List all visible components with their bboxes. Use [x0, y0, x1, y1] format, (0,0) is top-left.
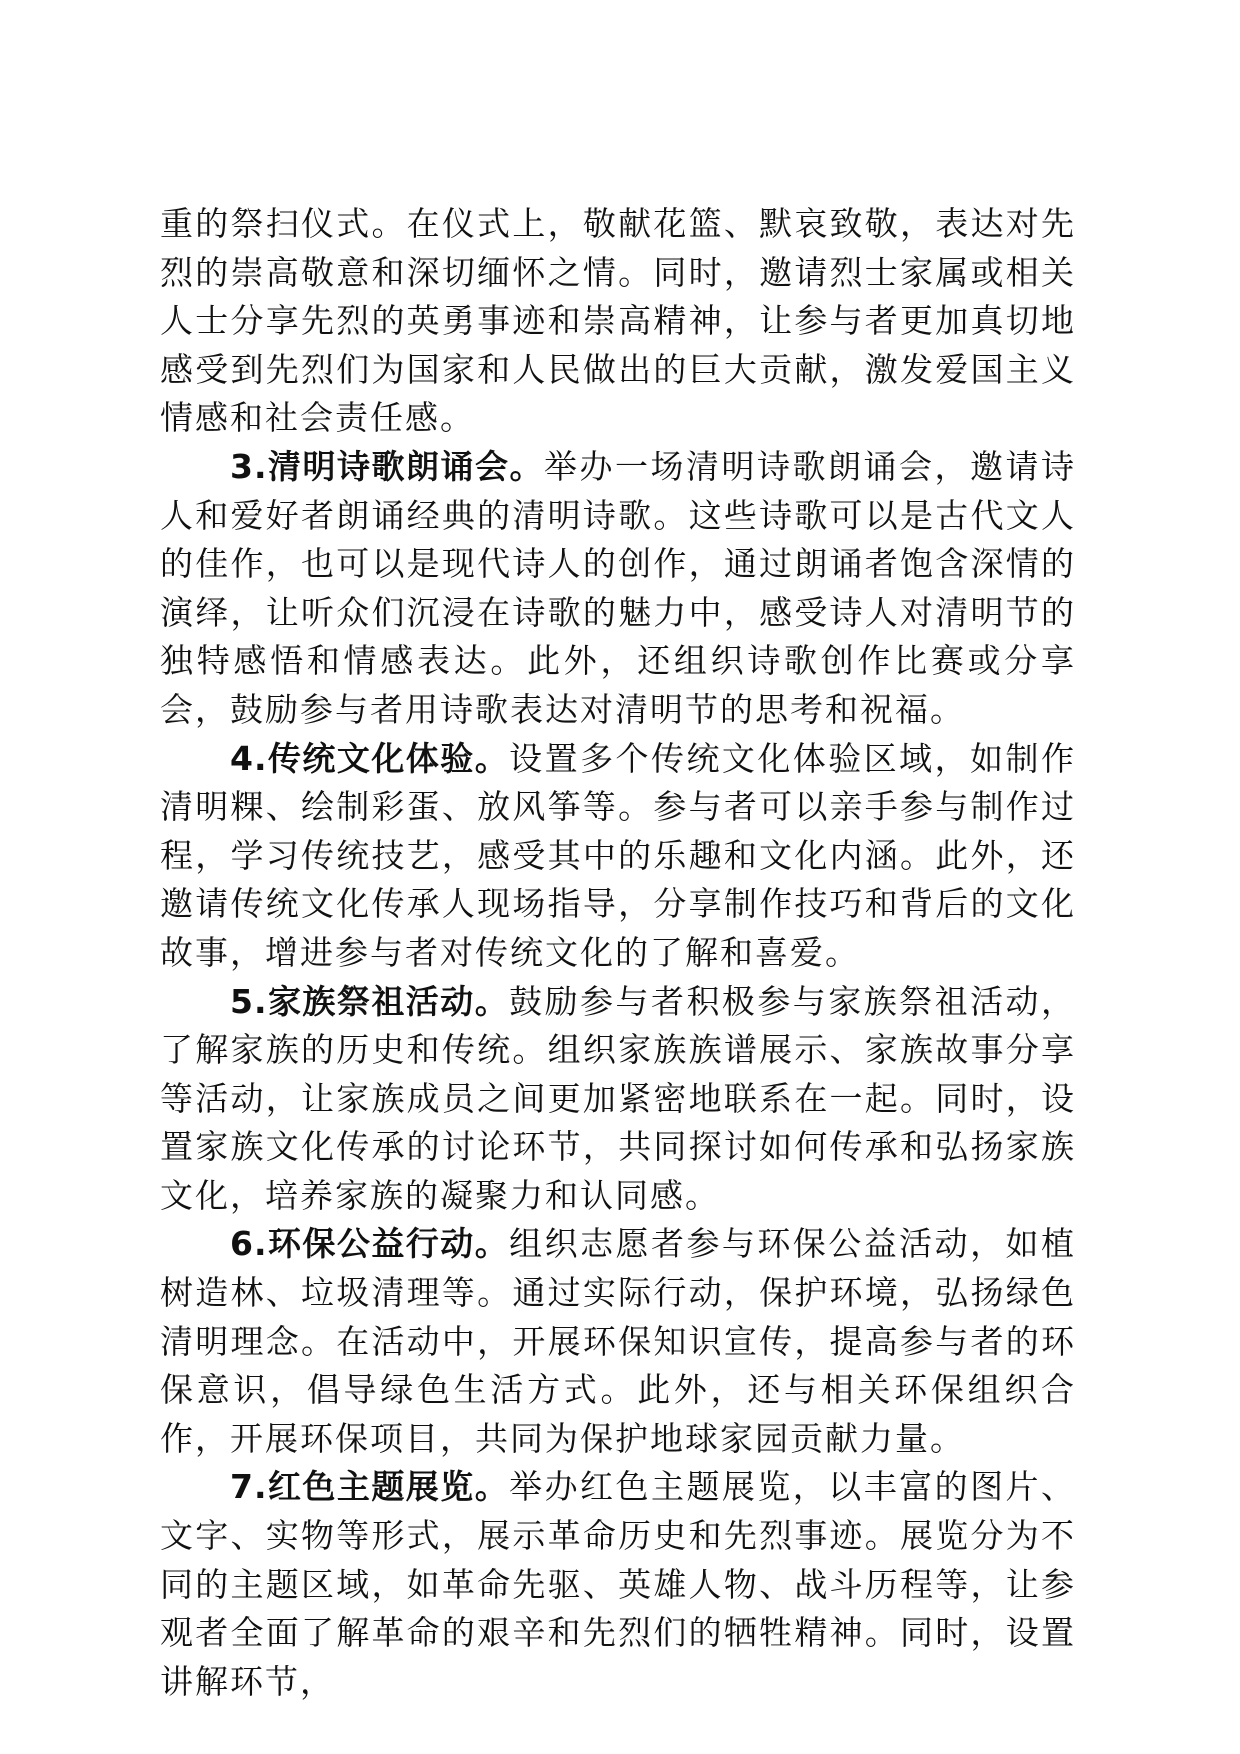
paragraph-traditional-culture	[160, 735, 1076, 978]
paragraph-red-exhibition	[160, 1463, 1076, 1706]
paragraph-continued	[160, 200, 1076, 443]
paragraph-body: 组织志愿者参与环保公益活动，如植树造林、垃圾清理等。通过实际行动，保护环境，弘扬绿色清明理念。在活动中，开展环保知识宣传，提高参与者的环保意识，倡导绿色生活方式。此外，还与相关环保组织合作，开展环保项目，共同为保护地球家园贡献力量。	[160, 1224, 1077, 1458]
paragraph-heading: 7.红色主题展览。	[230, 1467, 510, 1507]
paragraph-body: 举办红色主题展览，以丰富的图片、文字、实物等形式，展示革命历史和先烈事迹。展览分为不同的主题区域，如革命先驱、英雄人物、战斗历程等，让参观者全面了解革命的艰辛和先烈们的牺牲精神。同时，设置讲解环节，	[160, 1467, 1077, 1701]
paragraph-heading: 5.家族祭祖活动。	[230, 981, 510, 1021]
paragraph-body: 重的祭扫仪式。在仪式上，敬献花篮、默哀致敬，表达对先烈的崇高敬意和深切缅怀之情。同时，邀请烈士家属或相关人士分享先烈的英勇事迹和崇高精神，让参与者更加真切地感受到先烈们为国家和人民做出的巨大贡献，激发爱国主义情感和社会责任感。	[160, 204, 1076, 438]
paragraph-body: 举办一场清明诗歌朗诵会，邀请诗人和爱好者朗诵经典的清明诗歌。这些诗歌可以是古代文人的佳作，也可以是现代诗人的创作，通过朗诵者饱含深情的演绎，让听众们沉浸在诗歌的魅力中，感受诗人对清明节的独特感悟和情感表达。此外，还组织诗歌创作比赛或分享会，鼓励参与者用诗歌表达对清明节的思考和祝福。	[160, 446, 1076, 729]
paragraph-poetry-recital	[160, 443, 1076, 735]
paragraph-heading: 6.环保公益行动。	[230, 1224, 510, 1264]
document-page	[160, 200, 1076, 1706]
paragraph-heading: 3.清明诗歌朗诵会。	[230, 446, 544, 486]
paragraph-environmental-action	[160, 1220, 1076, 1463]
paragraph-body: 设置多个传统文化体验区域，如制作清明粿、绘制彩蛋、放风筝等。参与者可以亲手参与制作过程，学习传统技艺，感受其中的乐趣和文化内涵。此外，还邀请传统文化传承人现场指导，分享制作技巧和背后的文化故事，增进参与者对传统文化的了解和喜爱。	[160, 738, 1077, 972]
paragraph-ancestor-worship	[160, 978, 1076, 1221]
paragraph-heading: 4.传统文化体验。	[230, 738, 510, 778]
paragraph-body: 鼓励参与者积极参与家族祭祖活动，了解家族的历史和传统。组织家族族谱展示、家族故事分享等活动，让家族成员之间更加紧密地联系在一起。同时，设置家族文化传承的讨论环节，共同探讨如何传承和弘扬家族文化，培养家族的凝聚力和认同感。	[160, 981, 1077, 1215]
